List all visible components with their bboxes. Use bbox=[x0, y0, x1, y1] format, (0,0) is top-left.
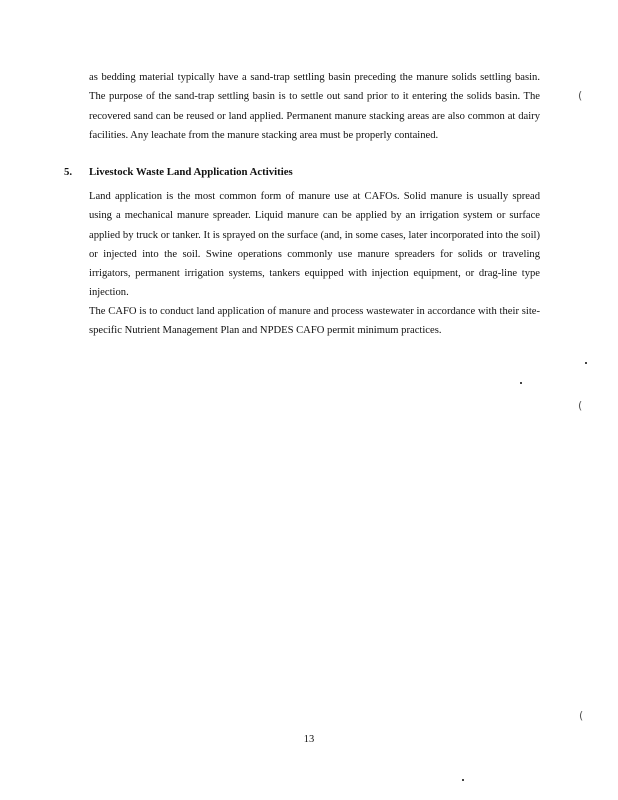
binder-hole-mark: ( bbox=[579, 709, 584, 722]
binder-hole-mark: ( bbox=[578, 89, 583, 102]
paragraph-2: Land application is the most common form of manure use at CAFOs. Solid manure is usually spread using a mechanical manure spreader. Liquid manure can be applied by an irrigation system or surface applied by truck or tanker. It is sprayed on the surface (and, in some cases, later incorporated into the soil) or injected into the soil. Swine operations commonly use manure spreaders for solids or traveling irrigators, permanent irrigation systems, tankers equipped with injection equipment, or drag-line type injection. bbox=[89, 191, 540, 299]
scan-speck bbox=[585, 362, 587, 364]
binder-hole-mark: ( bbox=[578, 399, 583, 412]
scan-speck bbox=[520, 382, 522, 384]
section-heading bbox=[64, 164, 293, 180]
section-number: 5. bbox=[64, 166, 73, 178]
page-number: 13 bbox=[303, 734, 315, 745]
scan-speck bbox=[462, 779, 464, 781]
paragraph-1: as bedding material typically have a sand-trap settling basin preceding the manure solids settling basin. The purpose of the sand-trap settling basin is to settle out sand prior to it entering the solids basin. The recovered sand can be reused or land applied. Permanent manure stacking areas are also common at dairy facilities. Any leachate from the manure stacking area must be properly contained. bbox=[89, 72, 540, 141]
section-title: Livestock Waste Land Application Activities bbox=[89, 166, 293, 178]
paragraph-3: The CAFO is to conduct land application of manure and process wastewater in accordance with their site-specific Nutrient Management Plan and NPDES CAFO permit minimum practices. bbox=[89, 306, 540, 337]
